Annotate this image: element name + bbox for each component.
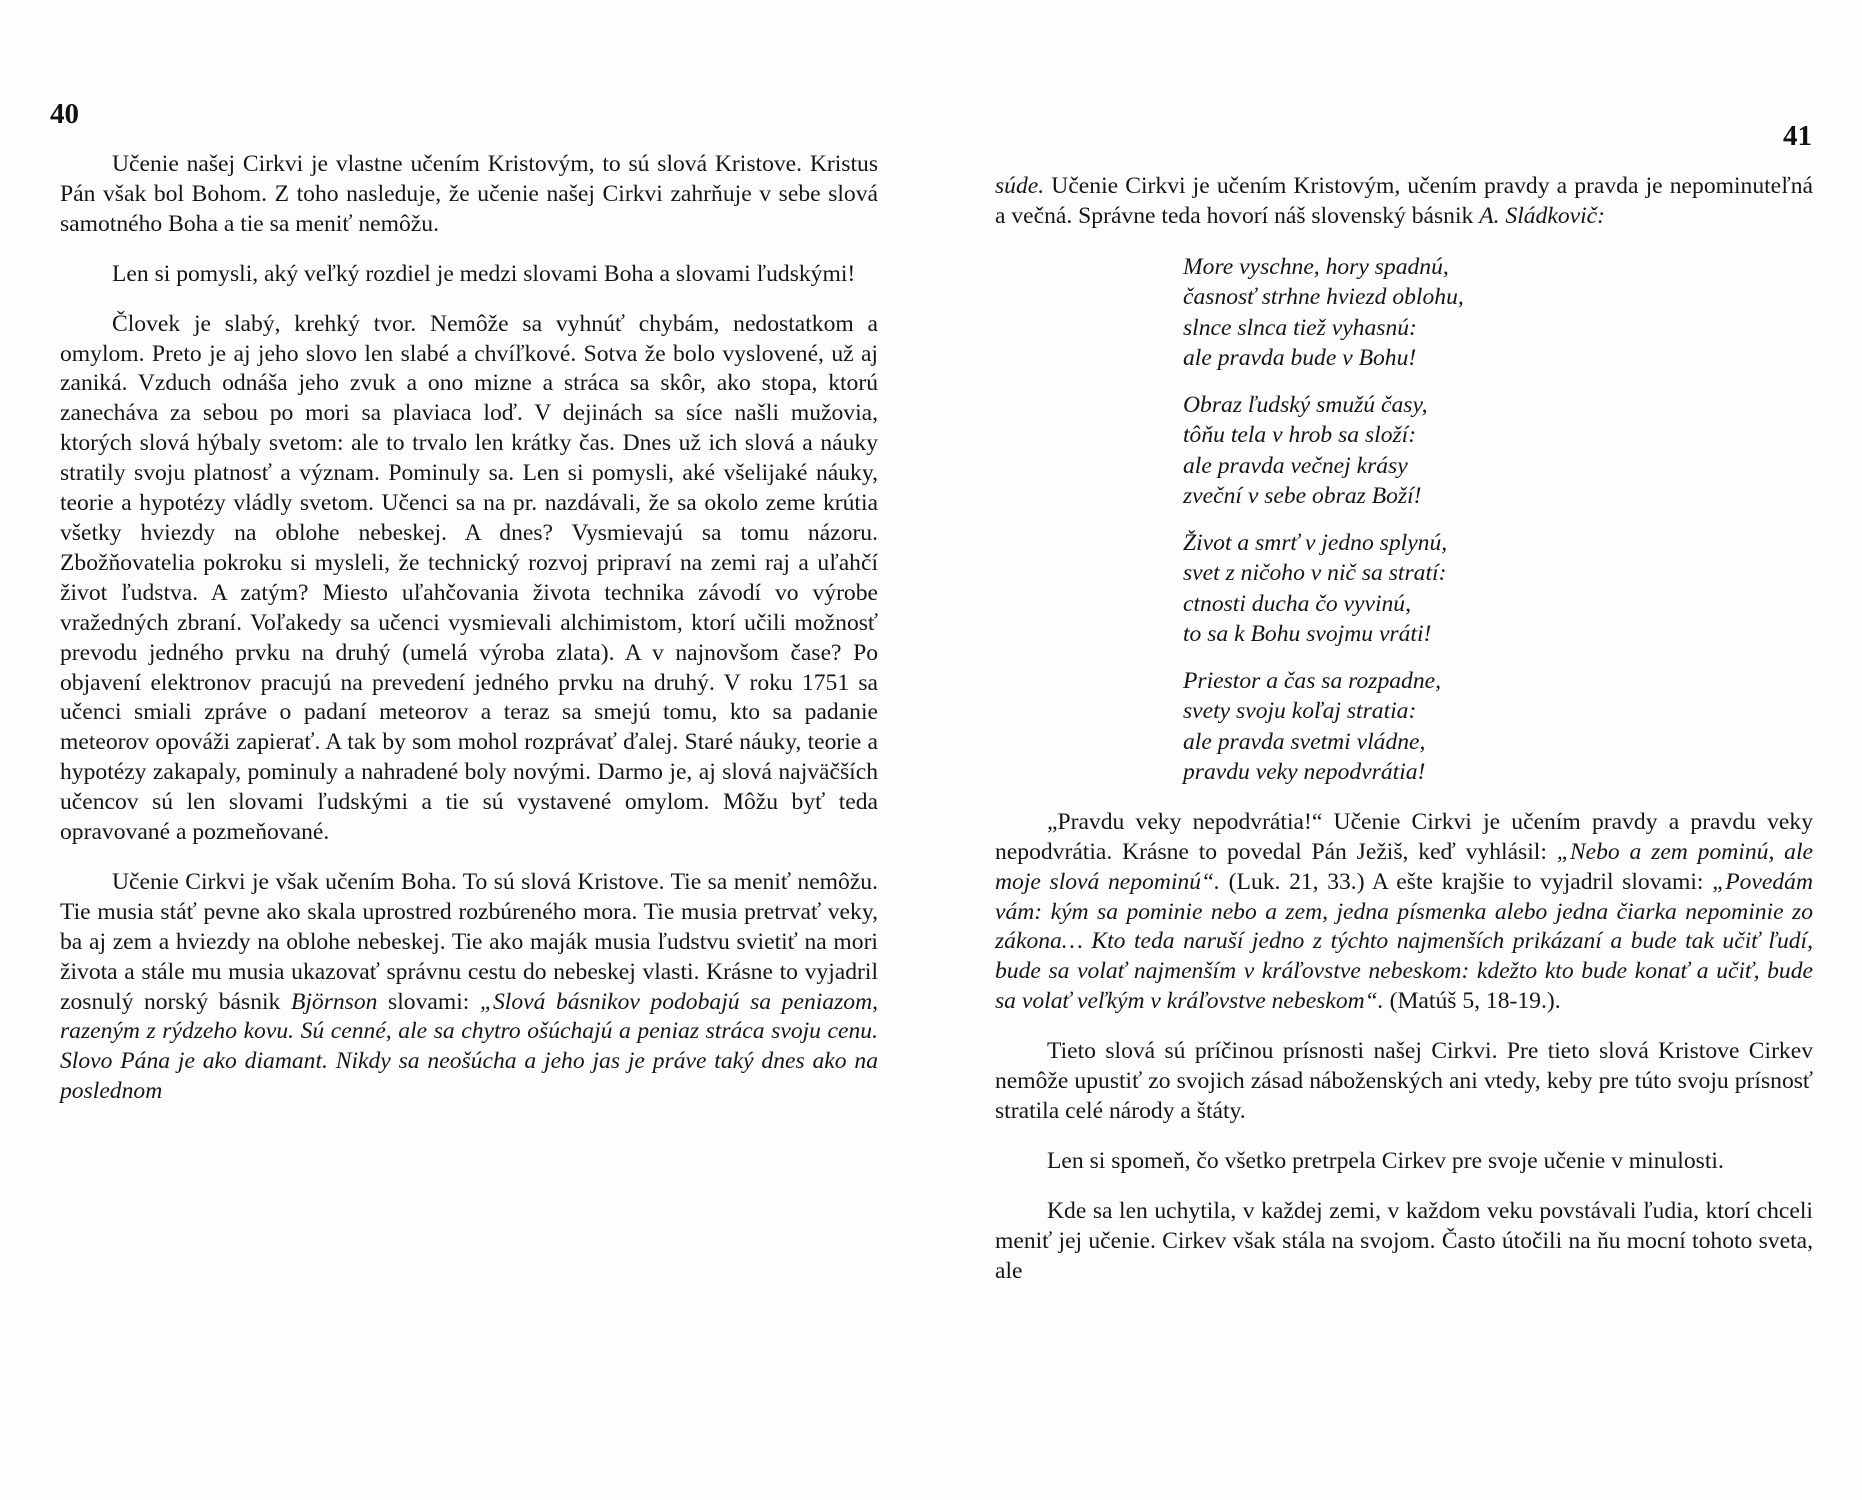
paragraph: Len si spomeň, čo všetko pretrpela Cirkev pre svoje učenie v minulosti. <box>1047 1147 1724 1174</box>
paragraph: Kde sa len uchytila, v každej zemi, v každom veku povstávali ľudia, ktorí chceli meniť jej učenie. Cirkev však stála na svojom. Často útočili na ňu mocní tohoto sveta, ale <box>995 1197 1813 1284</box>
poem-stanza <box>1183 528 1813 650</box>
paragraph: Učenie Cirkvi je však učením Boha. To sú slová Kristove. Tie sa meniť nemôžu. Tie musia stáť pevne ako skala uprostred rozbúreného mora. Tie musia pretrvať veky, ba aj zem a hviezdy na oblohe nebeskej. Tie ako maják musia ľudstvu svietiť na mori života a stále mu musia ukazovať správnu cestu do nebeskej vlasti. Krásne to vyjadril zosnulý norský básnik Björnson slovami: „Slová básnikov podobajú sa peniazom, razeným z rýdzeho kovu. Sú cenné, ale sa chytro ošúchajú a peniaz stráca svoju cenu. Slovo Pána je ako diamant. Nikdy sa neošúcha a jeho jas je práve taký dnes ako na poslednom <box>60 868 879 1105</box>
poem-line: pravdu veky nepodvrátia! <box>1183 759 1426 786</box>
poem <box>1183 252 1813 788</box>
poem-line: tôňu tela v hrob sa složí: <box>1183 422 1417 449</box>
paragraph: súde. Učenie Cirkvi je učením Kristovým, učením pravdy a pravda je nepominuteľná a večná. Správne teda hovorí náš slovenský básnik A. Sládkovič: <box>995 173 1813 229</box>
poem-line: zveční v sebe obraz Boží! <box>1183 483 1422 510</box>
page-number: 40 <box>50 98 79 130</box>
paragraph: Len si pomysli, aký veľký rozdiel je medzi slovami Boha a slovami ľudskými! <box>112 260 856 287</box>
poem-line: ale pravda večnej krásy <box>1183 452 1408 479</box>
poem-line: Obraz ľudský smužú časy, <box>1183 391 1428 418</box>
paragraph: Človek je slabý, krehký tvor. Nemôže sa vyhnúť chybám, nedostatkom a omylom. Preto je aj jeho slovo len slabé a chvíľkové. Sotva že bolo vyslovené, už aj zaniká. Vzduch odnáša jeho zvuk a ono mizne a stráca sa skôr, ako stopa, ktorú zanecháva za sebou po mori sa plaviaca loď. V dejinách sa síce našli mužovia, ktorých slová hýbaly svetom: ale to trvalo len krátky čas. Dnes už ich slová a náuky stratily svoju platnosť a význam. Pominuly sa. Len si pomysli, aké všelijaké náuky, teorie a hypotézy vládly svetom. Učenci sa na pr. nazdávali, že sa okolo zeme krútia všetky hviezdy na oblohe nebeskej. A dnes? Vysmievajú sa tomu názoru. Zbožňovatelia pokroku si mysleli, že technický rozvoj pripraví na zemi raj a uľahčí život ľudstva. A zatým? Miesto uľahčovania života technika závodí vo výrobe vražedných zbraní. Voľakedy sa učenci vysmievali alchimistom, ktorí učili možnosť prevodu jedného prvku na druhý (umelá výroba zlata). A v najnovšom čase? Po objavení elektronov pracujú na prevedení jedného prvku na druhý. V roku 1751 sa učenci smiali zpráve o padaní meteorov a teraz sa smejú tomu, kto sa padanie meteorov opováži zapierať. A tak by som mohol rozprávať ďalej. Staré náuky, teorie a hypotézy zakapaly, pominuly a nahradené boly novými. Darmo je, aj slová najväčších učencov sú len slovami ľudskými a tie sú vystavené omylom. Môžu byť teda opravované a pozmeňované. <box>60 310 878 846</box>
poem-line: ctnosti ducha čo vyvinú, <box>1183 590 1411 617</box>
text-column <box>995 172 1813 1307</box>
paragraph: Tieto slová sú príčinou prísnosti našej Cirkvi. Pre tieto slová Kristove Cirkev nemôže upustiť zo svojich zásad náboženských ani vtedy, keby pre túto svoju prísnosť stratila celé národy a štáty. <box>995 1038 1813 1124</box>
poem-line: Život a smrť v jedno splynú, <box>1183 529 1448 556</box>
poem-line: More vyschne, hory spadnú, <box>1183 253 1449 280</box>
poem-line: ale pravda svetmi vládne, <box>1183 728 1426 755</box>
paragraph: „Pravdu veky nepodvrátia!“ Učenie Cirkvi je učením pravdy a pravdu veky nepodvrátia. Krásne to povedal Pán Ježiš, keď vyhlásil: „Nebo a zem pominú, ale moje slová nepominú“. (Luk. 21, 33.) A ešte krajšie to vyjadril slovami: „Povedám vám: kým sa pominie nebo a zem, jedna písmenka alebo jedna čiarka nepominie zo zákona… Kto teda naruší jedno z týchto najmenších prikázaní a bude tak učiť ľudí, bude sa volať najmenším v kráľovstve nebeskom: kdežto kto bude konať a učiť, bude sa volať veľkým v kráľovstve nebeskom“. (Matúš 5, 18-19.). <box>995 808 1814 1015</box>
poem-line: svet z ničoho v nič sa stratí: <box>1183 560 1447 587</box>
poem-line: Priestor a čas sa rozpadne, <box>1183 667 1441 694</box>
poem-line: časnosť strhne hviezd oblohu, <box>1183 284 1464 311</box>
poem-line: to sa k Bohu svojmu vráti! <box>1183 621 1432 648</box>
paragraph: Učenie našej Cirkvi je vlastne učením Kristovým, to sú slová Kristove. Kristus Pán však bol Bohom. Z toho nasleduje, že učenie našej Cirkvi zahrňuje v sebe slová samotného Boha a tie sa meniť nemôžu. <box>60 151 878 237</box>
poem-stanza <box>1183 390 1813 512</box>
poem-line: ale pravda bude v Bohu! <box>1183 345 1417 372</box>
poem-line: slnce slnca tiež vyhasnú: <box>1183 314 1417 341</box>
poem-stanza <box>1183 252 1813 374</box>
poem-stanza <box>1183 666 1813 788</box>
right-page <box>931 0 1862 1500</box>
poem-line: svety svoju koľaj stratia: <box>1183 698 1417 725</box>
page-number: 41 <box>1783 120 1812 152</box>
text-column <box>60 150 878 1127</box>
